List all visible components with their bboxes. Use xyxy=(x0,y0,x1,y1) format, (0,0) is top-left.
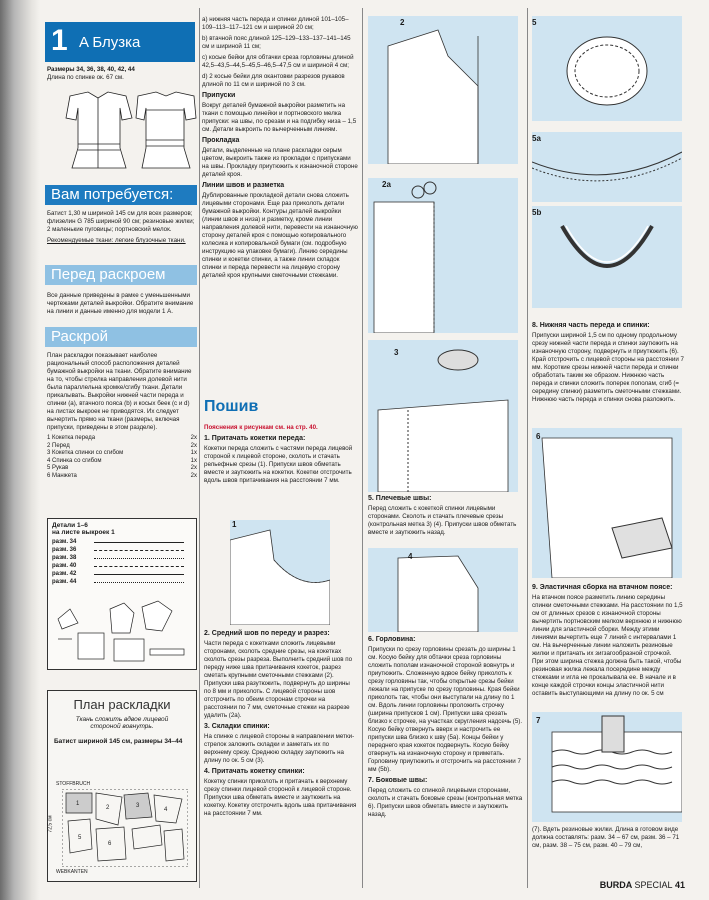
marking-text: Дублированные прокладкой детали снова сложить лицевыми сторонами. Еще раз приколоть детали бумажной выкройки. Контуры деталей выкройки (линии швов и низа) и разметку, кроме линии направления долевой нити, перевести на изнаночную сторону деталей кроя с помощью копировального колесика и копировальной бумаги (см. подробную инструкцию на упаковке бумаги). Линию середины спинки и кокетки спинки, а также линии складок спинки и переда перевести на лицевую сторону деталей кроя крупными сметочными стежками. xyxy=(202,192,358,279)
figure-1-drawing xyxy=(230,520,330,625)
figure-2a-label: 2a xyxy=(382,180,391,189)
figure-6-drawing xyxy=(532,428,682,578)
page-footer xyxy=(600,880,685,890)
length-line: Длина по спинке ок. 67 см. xyxy=(47,74,124,81)
figure-2-label: 2 xyxy=(400,18,405,27)
step-8-text: Припуски шириной 1,5 см по одному продольному срезу нижней части переда и спинки заутюжить на изнаночную сторону, подвернуть и приутюжить (6). Край отстрочить с лицевой стороны на расстоянии 7 мм. Короткие срезы нижней части переда и спинки обработать таким же образом. Нижнюю часть переда и спинки сложить поперек пополам, сгиб (= середину спинки) разметить сметочными стежками. Нижнюю часть переда и спинки снова разложить. xyxy=(532,332,684,403)
svg-text:3: 3 xyxy=(136,803,140,809)
step-9-end-text: (7). Вдеть резиновые жилки. Длина в готовом виде должна составлять: разм. 34 – 67 см, разм. 36 – 71 см, разм. 38 – 75 см, разм. 40 – 79 см, xyxy=(532,826,680,849)
before-cut-band xyxy=(45,265,197,285)
figure-5a-label: 5a xyxy=(532,134,541,143)
parts-list-item xyxy=(47,450,197,458)
figure-1-label: 1 xyxy=(232,520,237,529)
figure-4-label: 4 xyxy=(408,552,413,561)
size-legend-row xyxy=(52,570,192,578)
step-5 xyxy=(368,495,522,540)
step-9 xyxy=(532,584,684,701)
size-legend-row xyxy=(52,562,192,570)
sewing-title: Пошив xyxy=(204,398,259,415)
column-divider xyxy=(362,8,363,888)
model-header xyxy=(45,22,195,62)
step-8 xyxy=(532,322,684,407)
step-2-title: 2. Средний шов по переду и разрез: xyxy=(204,630,330,637)
step-2-text: Части переда с кокетками сложить лицевыми сторонами, сколоть средние срезы, на кокетках сколоть срезы разреза. Выполнить средний шов по переду ниже шва притачивания кокеток, разрез сметать крупными сметочными стежками (2). Припуски шва разутюжить, подвернуть до ширины по 8 мм и приколоть. С лицевой стороны шов отстрочить по обеим сторонам строчки на расстоянии по 7 мм, сметочные стежки на разрезе удалить (2a). xyxy=(204,640,353,719)
step-1-title: 1. Притачать кокетки переда: xyxy=(204,435,306,442)
step-4-text: Кокетку спинки приколоть и притачать к верхнему срезу спинки лицевой стороной к лицевой стороне. Припуски шва обметать вместе и заутюжить на кокетку. Кокетку отстрочить вдоль шва притачивания на расстоянии 7 мм. xyxy=(204,778,357,817)
part-qty: 2x xyxy=(190,435,197,441)
figure-3-label: 3 xyxy=(394,348,399,357)
step-9-title: 9. Эластичная сборка на втачном поясе: xyxy=(532,584,673,591)
size-line-sample xyxy=(94,566,184,567)
brand-name: BURDA xyxy=(599,880,632,890)
cutting-section xyxy=(47,352,197,480)
part-qty: 2x xyxy=(190,442,197,449)
layout-fabric: Батист шириной 145 см, размеры 34–44 xyxy=(54,738,183,745)
figure-6-label: 6 xyxy=(536,432,541,441)
interfacing-text: Детали, выделенные на плане раскладки серым цветом, выкроить также из прокладки с припусками на швы. Прокладку приутюжить к изнаночной стороне деталей кроя. xyxy=(202,147,358,178)
steps-6-7 xyxy=(368,636,524,822)
step-3-text: На спинке с лицевой стороны в направлении метки-стрелок заложить складки и заметать их по верхнему срезу. Среднюю складку заутюжить на длину по ок. 5 см (3). xyxy=(204,733,355,764)
step-9-end xyxy=(532,826,686,853)
needed-title: Вам потребуется: xyxy=(51,186,174,203)
column-divider xyxy=(527,8,528,888)
step-4-title: 4. Притачать кокетку спинки: xyxy=(204,768,305,775)
cutting-title: Раскрой xyxy=(51,328,108,345)
size-line-sample xyxy=(94,550,184,551)
figure-5b xyxy=(532,206,682,308)
part-name: 5 Рукав xyxy=(47,465,69,471)
step-7-text: Перед сложить со спинкой лицевыми сторонами, сколоть и стачать боковые срезы (контрольная метка 6). Припуски швов обметать вместе и заутюжить назад. xyxy=(368,787,523,818)
model-number: 1 xyxy=(51,24,68,57)
blouse-sketch xyxy=(50,88,198,180)
size-line-sample xyxy=(94,558,184,559)
size-line-sample xyxy=(94,574,184,575)
before-cut-text: Все данные приведены в рамке с уменьшенными чертежами деталей выкройки. Обратите внимание на линии и данные именно для модели 1 А. xyxy=(47,292,194,315)
figure-3 xyxy=(368,340,518,492)
size-label: разм. 36 xyxy=(52,547,77,553)
page-spine-shadow xyxy=(0,0,40,900)
before-cut-section xyxy=(47,292,197,319)
figure-5-drawing xyxy=(532,16,682,121)
layout-title: План раскладки xyxy=(73,697,171,712)
step-1-text: Кокетки переда сложить с частями переда лицевой стороной к лицевой стороне, сколоть и стачать рельефные срезы (1). Припуски швов обметать вместе и заутюжить на кокетки. Кокетки отстрочить вдоль швов притачивания на расстоянии 7 мм. xyxy=(204,445,353,484)
step-3-title: 3. Складки спинки: xyxy=(204,723,270,730)
step-9-text: На втачном поясе разметить линию середины спинки сметочными стежками. На расстоянии по 1,5 см от длинных срезов с изнаночной стороны вычертить портновским мелком верхнюю и нижнюю линии для эластичной сборки. Между этими линиями вычертить еще 7 линий с интервалами 1 см. На вычерченные линии наложить резиновые жилки и притачать их зигзагообразной строчкой. При этом ширина стежка должна быть такой, чтобы резиновая жилка лежала посередине между стежками и игла не прокалывала ее. В начале и в конце каждой строчки концы эластичной нити оставить выступающими на длину по ок. 5 см xyxy=(532,594,683,697)
layout-subtitle: Ткань сложить вдвое лицевой стороной вовнутрь. xyxy=(75,716,169,730)
figure-5a xyxy=(532,132,682,202)
figure-4-drawing xyxy=(368,548,518,632)
interfacing-title: Прокладка xyxy=(202,137,240,144)
svg-text:6: 6 xyxy=(108,841,112,847)
sewing-section xyxy=(204,424,358,488)
svg-text:5: 5 xyxy=(78,835,82,841)
figure-6 xyxy=(532,428,682,578)
figure-1 xyxy=(230,520,330,625)
parts-list-item xyxy=(47,473,197,481)
needed-section xyxy=(47,210,197,248)
model-title: A Блузка xyxy=(79,34,141,51)
marking-title: Линии швов и разметка xyxy=(202,182,285,189)
figure-4 xyxy=(368,548,518,632)
column-2-top xyxy=(202,16,358,283)
figure-7 xyxy=(532,712,682,822)
recommended-fabrics: Рекомендуемые ткани: легкие блузочные ткани. xyxy=(47,237,186,244)
step-5-title: 5. Плечевые швы: xyxy=(368,495,432,502)
parts-list-item xyxy=(47,458,197,466)
part-name: 6 Манжета xyxy=(47,472,77,479)
allowances-title: Припуски xyxy=(202,92,236,99)
size-label: разм. 44 xyxy=(52,579,77,585)
figure-7-label: 7 xyxy=(536,716,541,725)
figure-5b-drawing xyxy=(532,206,682,308)
part-qty: 2x xyxy=(190,465,197,471)
needed-band xyxy=(45,185,197,205)
selvage-label: WEBKANTEN xyxy=(56,869,88,875)
piece-c: c) косые бейки для обтачки среза горловины длиной 42,5–43,5–44,5–45,5–46,5–47,5 см и шириной 4 см; xyxy=(202,54,354,69)
figure-3-drawing xyxy=(368,340,518,492)
cutting-band xyxy=(45,327,197,347)
page-number: 41 xyxy=(674,880,685,890)
sizes-box-title: Детали 1–6 xyxy=(52,522,88,529)
column-divider xyxy=(199,8,200,888)
size-label: разм. 42 xyxy=(52,571,77,577)
part-qty: 2x xyxy=(190,472,197,479)
sizes-legend xyxy=(48,538,196,586)
piece-a: a) нижняя часть переда и спинки длиной 101–105–109–113–117–121 см и шириной 20 см; xyxy=(202,16,349,31)
part-qty: 1x xyxy=(190,457,197,464)
figure-7-drawing xyxy=(532,712,682,822)
size-line-sample xyxy=(94,582,184,583)
svg-text:2: 2 xyxy=(106,805,110,811)
part-name: 2 Перед xyxy=(47,442,70,449)
size-label: разм. 34 xyxy=(52,539,77,545)
layout-diagram xyxy=(62,789,188,867)
intro xyxy=(47,66,197,82)
step-5-text: Перед сложить с кокеткой спинки лицевыми сторонами. Сколоть и стачать плечевые срезы (контрольная метка 3) (4). Припуски швов обметать вместе и заутюжить назад. xyxy=(368,505,517,536)
figure-2-drawing xyxy=(368,16,518,164)
figure-5 xyxy=(532,16,682,121)
pattern-pieces-thumbnail xyxy=(54,599,192,667)
size-label: разм. 38 xyxy=(52,555,77,561)
layout-plan-box xyxy=(47,690,197,882)
sewing-note: Пояснения к рисункам см. на стр. 40. xyxy=(204,424,318,431)
steps-2-4 xyxy=(204,630,358,821)
figure-5a-drawing xyxy=(532,132,682,202)
piece-d: d) 2 косые бейки для окантовки разрезов рукавов длиной по 11 см и шириной по 3 см. xyxy=(202,73,345,88)
step-8-title: 8. Нижняя часть переда и спинки: xyxy=(532,322,650,329)
figure-2 xyxy=(368,16,518,164)
parts-list-item xyxy=(47,435,197,443)
sizes-line: Размеры 34, 36, 38, 40, 42, 44 xyxy=(47,66,135,73)
figure-2a-drawing xyxy=(368,178,518,333)
piece-b: b) втачной пояс длиной 125–129–133–137–141–145 см и шириной 11 см; xyxy=(202,35,351,50)
part-name: 3 Кокетка спинки со сгибом xyxy=(47,450,124,456)
size-legend-row xyxy=(52,546,192,554)
step-6-text: Припуски по срезу горловины срезать до ширины 1 см. Косую бейку для обтачки среза горловины сложить пополам изнаночной стороной вовнутрь и приутюжить. Сложенную вдвое бейку приколоть к срезу горловины так, чтобы открытые срезы бейки лежали на припуске по срезу горловины. Края бейки приколоть так, чтобы они выступали на длину по 1 см. Вдоль линии горловины проложить строчку (ширина припусков 1 см). Припуски шва срезать близко к строчке, на участках скругления надсечь (5). Косую бейку отвернуть вверх и настрочить ее припуски шва близко к шву (5a). Концы бейки у переднего края кокеток подвернуть. Косую бейку отвернуть на изнаночную сторону и приметать. Горловину приутюжить и отстрочить на расстоянии 7 мм (5b). xyxy=(368,646,523,773)
parts-list xyxy=(47,435,197,480)
parts-list-item xyxy=(47,443,197,451)
size-legend-row xyxy=(52,554,192,562)
pattern-sizes-box xyxy=(47,518,197,670)
size-label: разм. 40 xyxy=(52,563,77,569)
before-cut-title: Перед раскроем xyxy=(51,266,166,283)
allowances-text: Вокруг деталей бумажной выкройки разметить на ткани с помощью линейки и портновского мелка припуски: на швы, по срезам и на подгибку низа – 1,5 см. Детали выкроить по вычерченным линиям. xyxy=(202,102,357,133)
cutting-text: План раскладки показывает наиболее рациональный способ расположения деталей бумажной выкройки на ткани. Обратите внимание на то, чтобы стрелка направления долевой нити была параллельна кромке/сгибу ткани. Детали прикалывать. Выкройки нижней части переда и спинки (a), втачного пояса (b) и косых беек (c и d) на листах выкроек не приводятся. Их следует вычертить прямо на ткани (размеры, включая припуски, приведены в этом разделе). xyxy=(47,352,192,431)
svg-text:4: 4 xyxy=(164,807,168,813)
part-qty: 1x xyxy=(190,450,197,456)
figure-5b-label: 5b xyxy=(532,208,542,217)
size-legend-row xyxy=(52,578,192,586)
step-6-title: 6. Горловина: xyxy=(368,636,416,643)
fold-label: STOFFBRUCH xyxy=(56,781,91,787)
size-legend-row xyxy=(52,538,192,546)
step-7-title: 7. Боковые швы: xyxy=(368,777,428,784)
figure-2a xyxy=(368,178,518,333)
part-name: 4 Спинка со сгибом xyxy=(47,457,102,464)
svg-text:1: 1 xyxy=(76,801,80,807)
size-line-sample xyxy=(94,542,184,543)
needed-text: Батист 1,30 м шириной 145 см для всех размеров; флизелин G 785 шириной 90 см; резиновые жилки; 2 маленькие пуговицы; портновский мелок. xyxy=(47,210,195,233)
figure-5-label: 5 xyxy=(532,18,537,27)
brand-special: SPECIAL xyxy=(634,880,673,890)
width-label: 72,5 см xyxy=(47,815,54,833)
part-name: 1 Кокетка переда xyxy=(47,435,96,441)
sizes-box-sheet: на листе выкроек 1 xyxy=(52,529,115,536)
parts-list-item xyxy=(47,465,197,473)
